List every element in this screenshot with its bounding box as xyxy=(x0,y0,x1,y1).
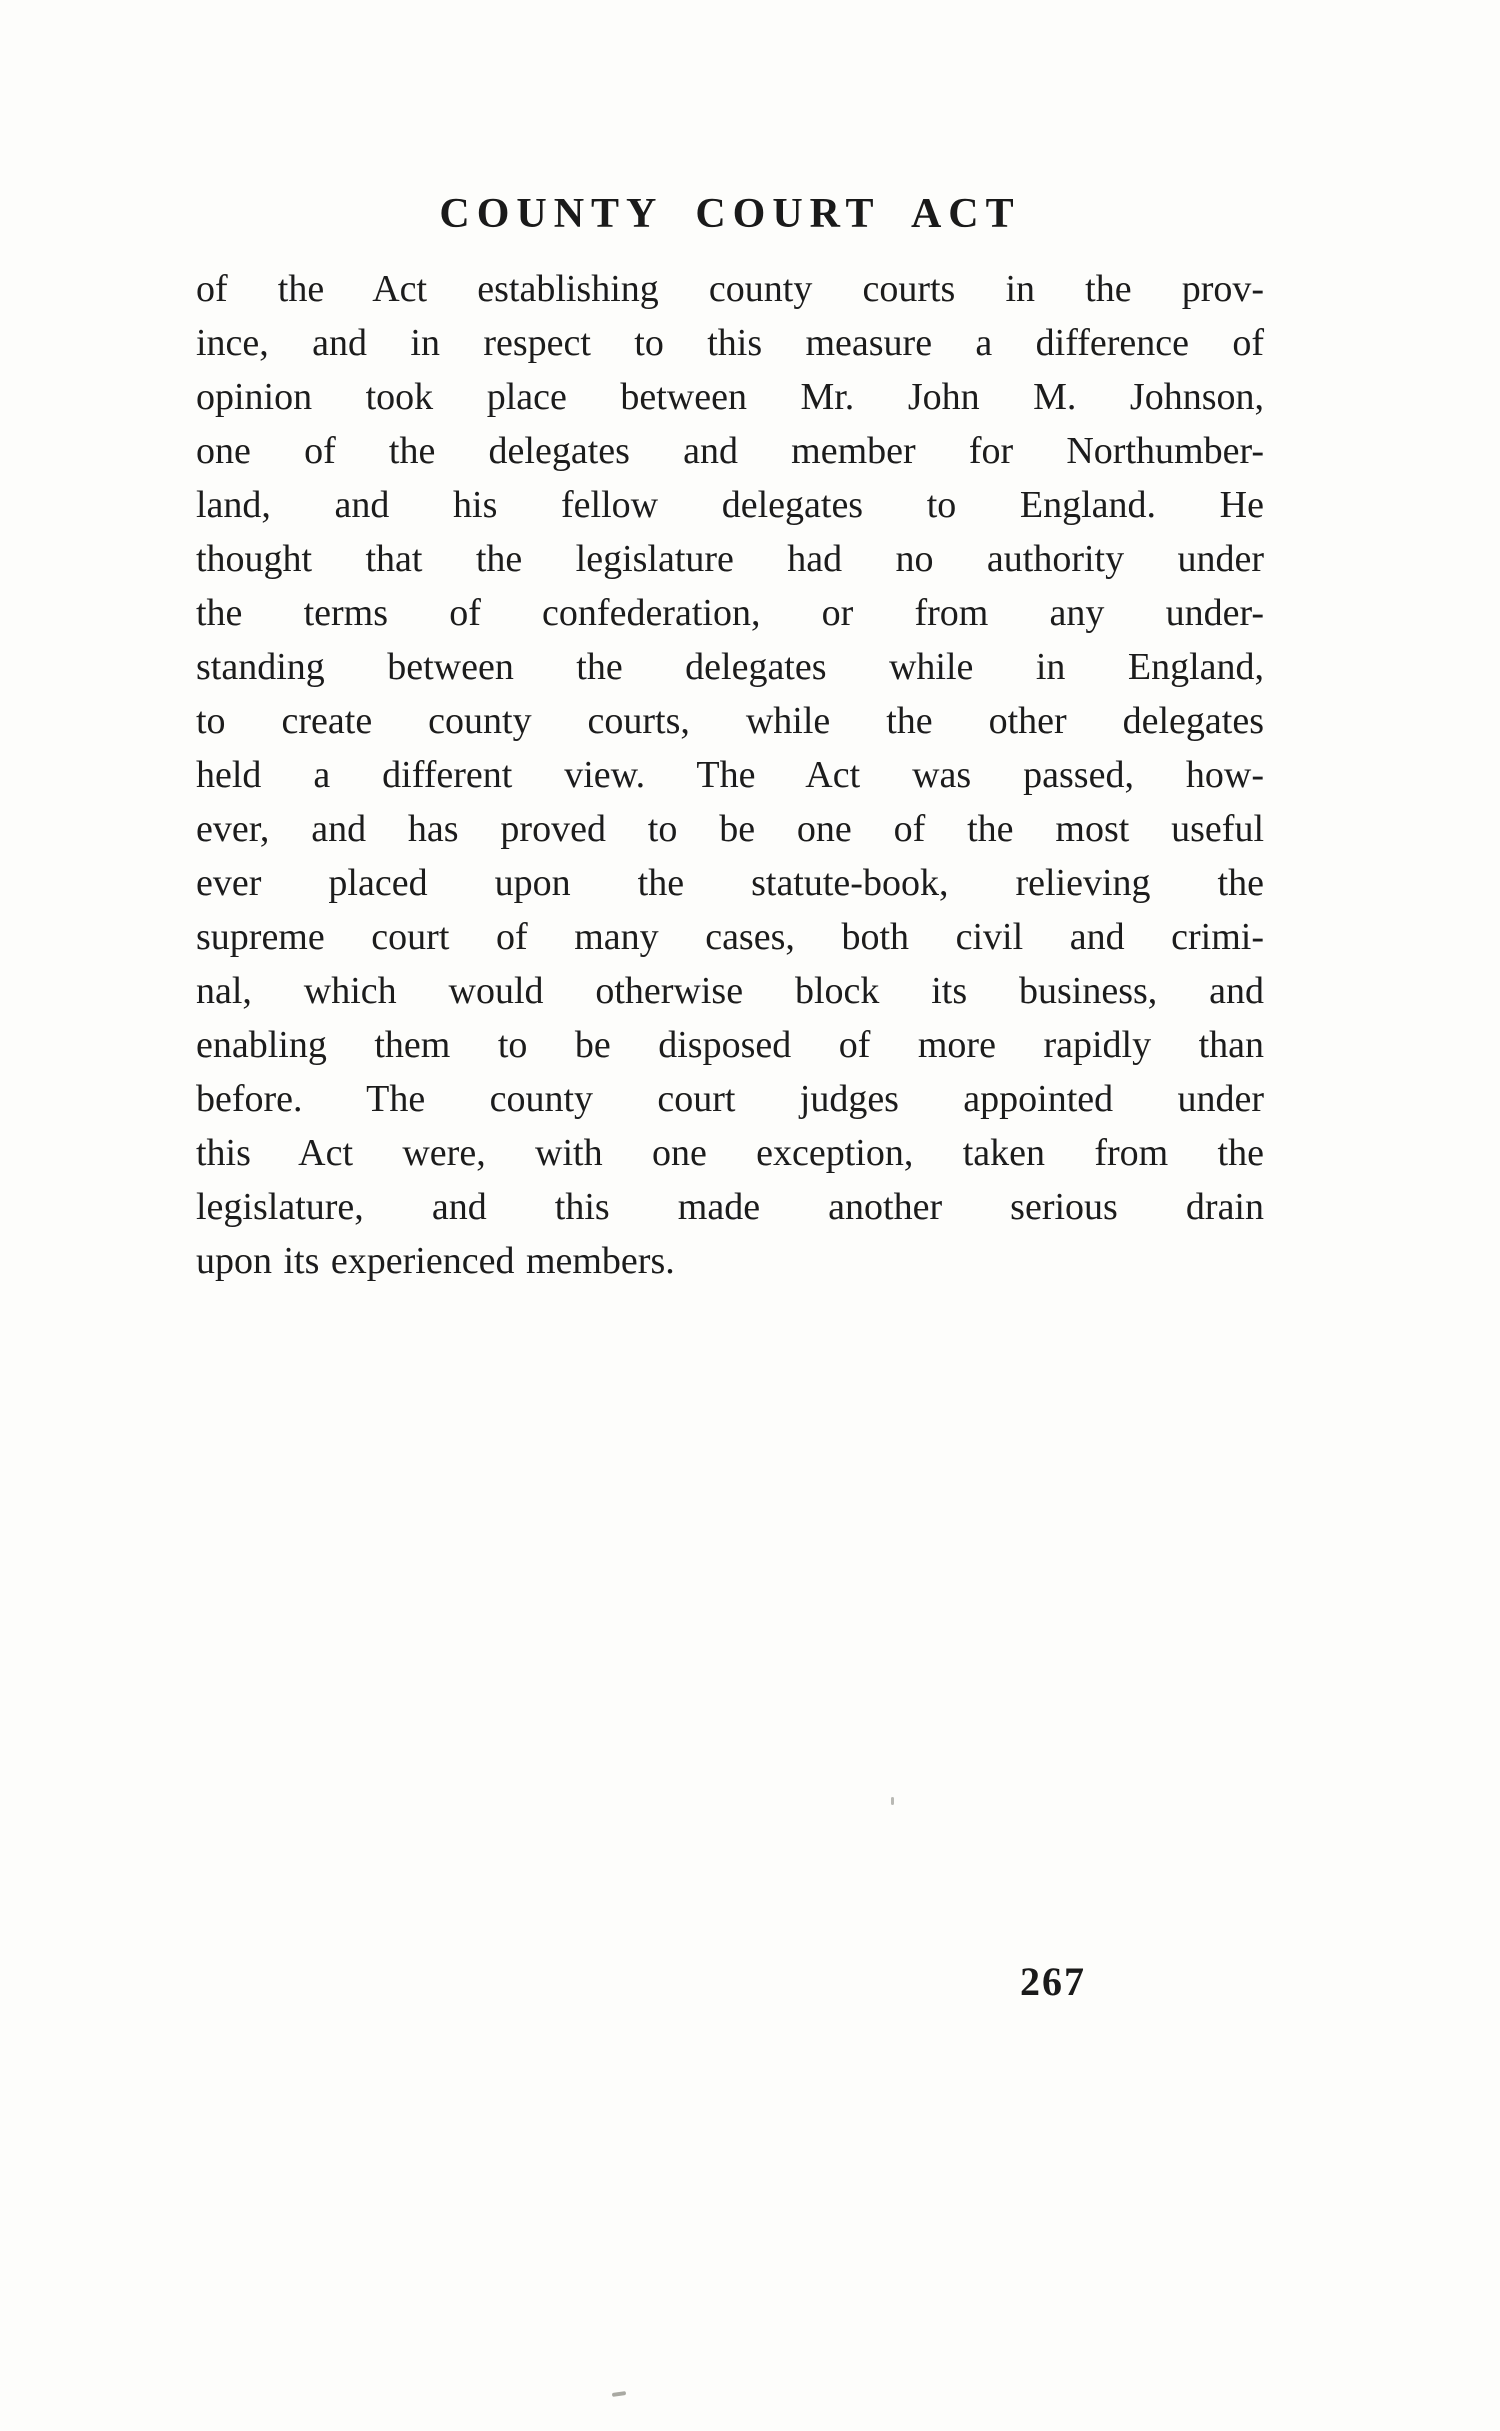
body-paragraph xyxy=(196,262,1264,1288)
body-text-line: supreme court of many cases, both civil and crimi- xyxy=(196,916,1264,958)
body-text-line: one of the delegates and member for Northumber- xyxy=(196,430,1264,472)
scan-artifact-speck xyxy=(891,1797,894,1805)
body-text-line: standing between the delegates while in England, xyxy=(196,646,1264,688)
body-text-line: this Act were, with one exception, taken from the xyxy=(196,1132,1264,1174)
body-text-line: opinion took place between Mr. John M. Johnson, xyxy=(196,376,1264,418)
body-text-line: legislature, and this made another serious drain xyxy=(196,1186,1264,1228)
body-text-line: the terms of confederation, or from any under- xyxy=(196,592,1264,634)
body-text-line: before. The county court judges appointed under xyxy=(196,1078,1264,1120)
body-text-line: enabling them to be disposed of more rapidly than xyxy=(196,1024,1264,1066)
page-title: COUNTY COURT ACT xyxy=(439,191,1021,237)
body-text-line: nal, which would otherwise block its business, and xyxy=(196,970,1264,1012)
scan-artifact-mark xyxy=(612,2391,626,2397)
body-text-line: held a different view. The Act was passed, how- xyxy=(196,754,1264,796)
body-text-line: upon its experienced members. xyxy=(196,1240,675,1282)
body-text-line: of the Act establishing county courts in the prov- xyxy=(196,268,1264,310)
body-text-line: ever placed upon the statute-book, relieving the xyxy=(196,862,1264,904)
body-text-line: land, and his fellow delegates to England. He xyxy=(196,484,1264,526)
body-text-line: ever, and has proved to be one of the most useful xyxy=(196,808,1264,850)
body-text-line: thought that the legislature had no authority under xyxy=(196,538,1264,580)
body-text-line: ince, and in respect to this measure a difference of xyxy=(196,322,1264,364)
page-number: 267 xyxy=(1020,1959,1086,2004)
body-text-line: to create county courts, while the other delegates xyxy=(196,700,1264,742)
